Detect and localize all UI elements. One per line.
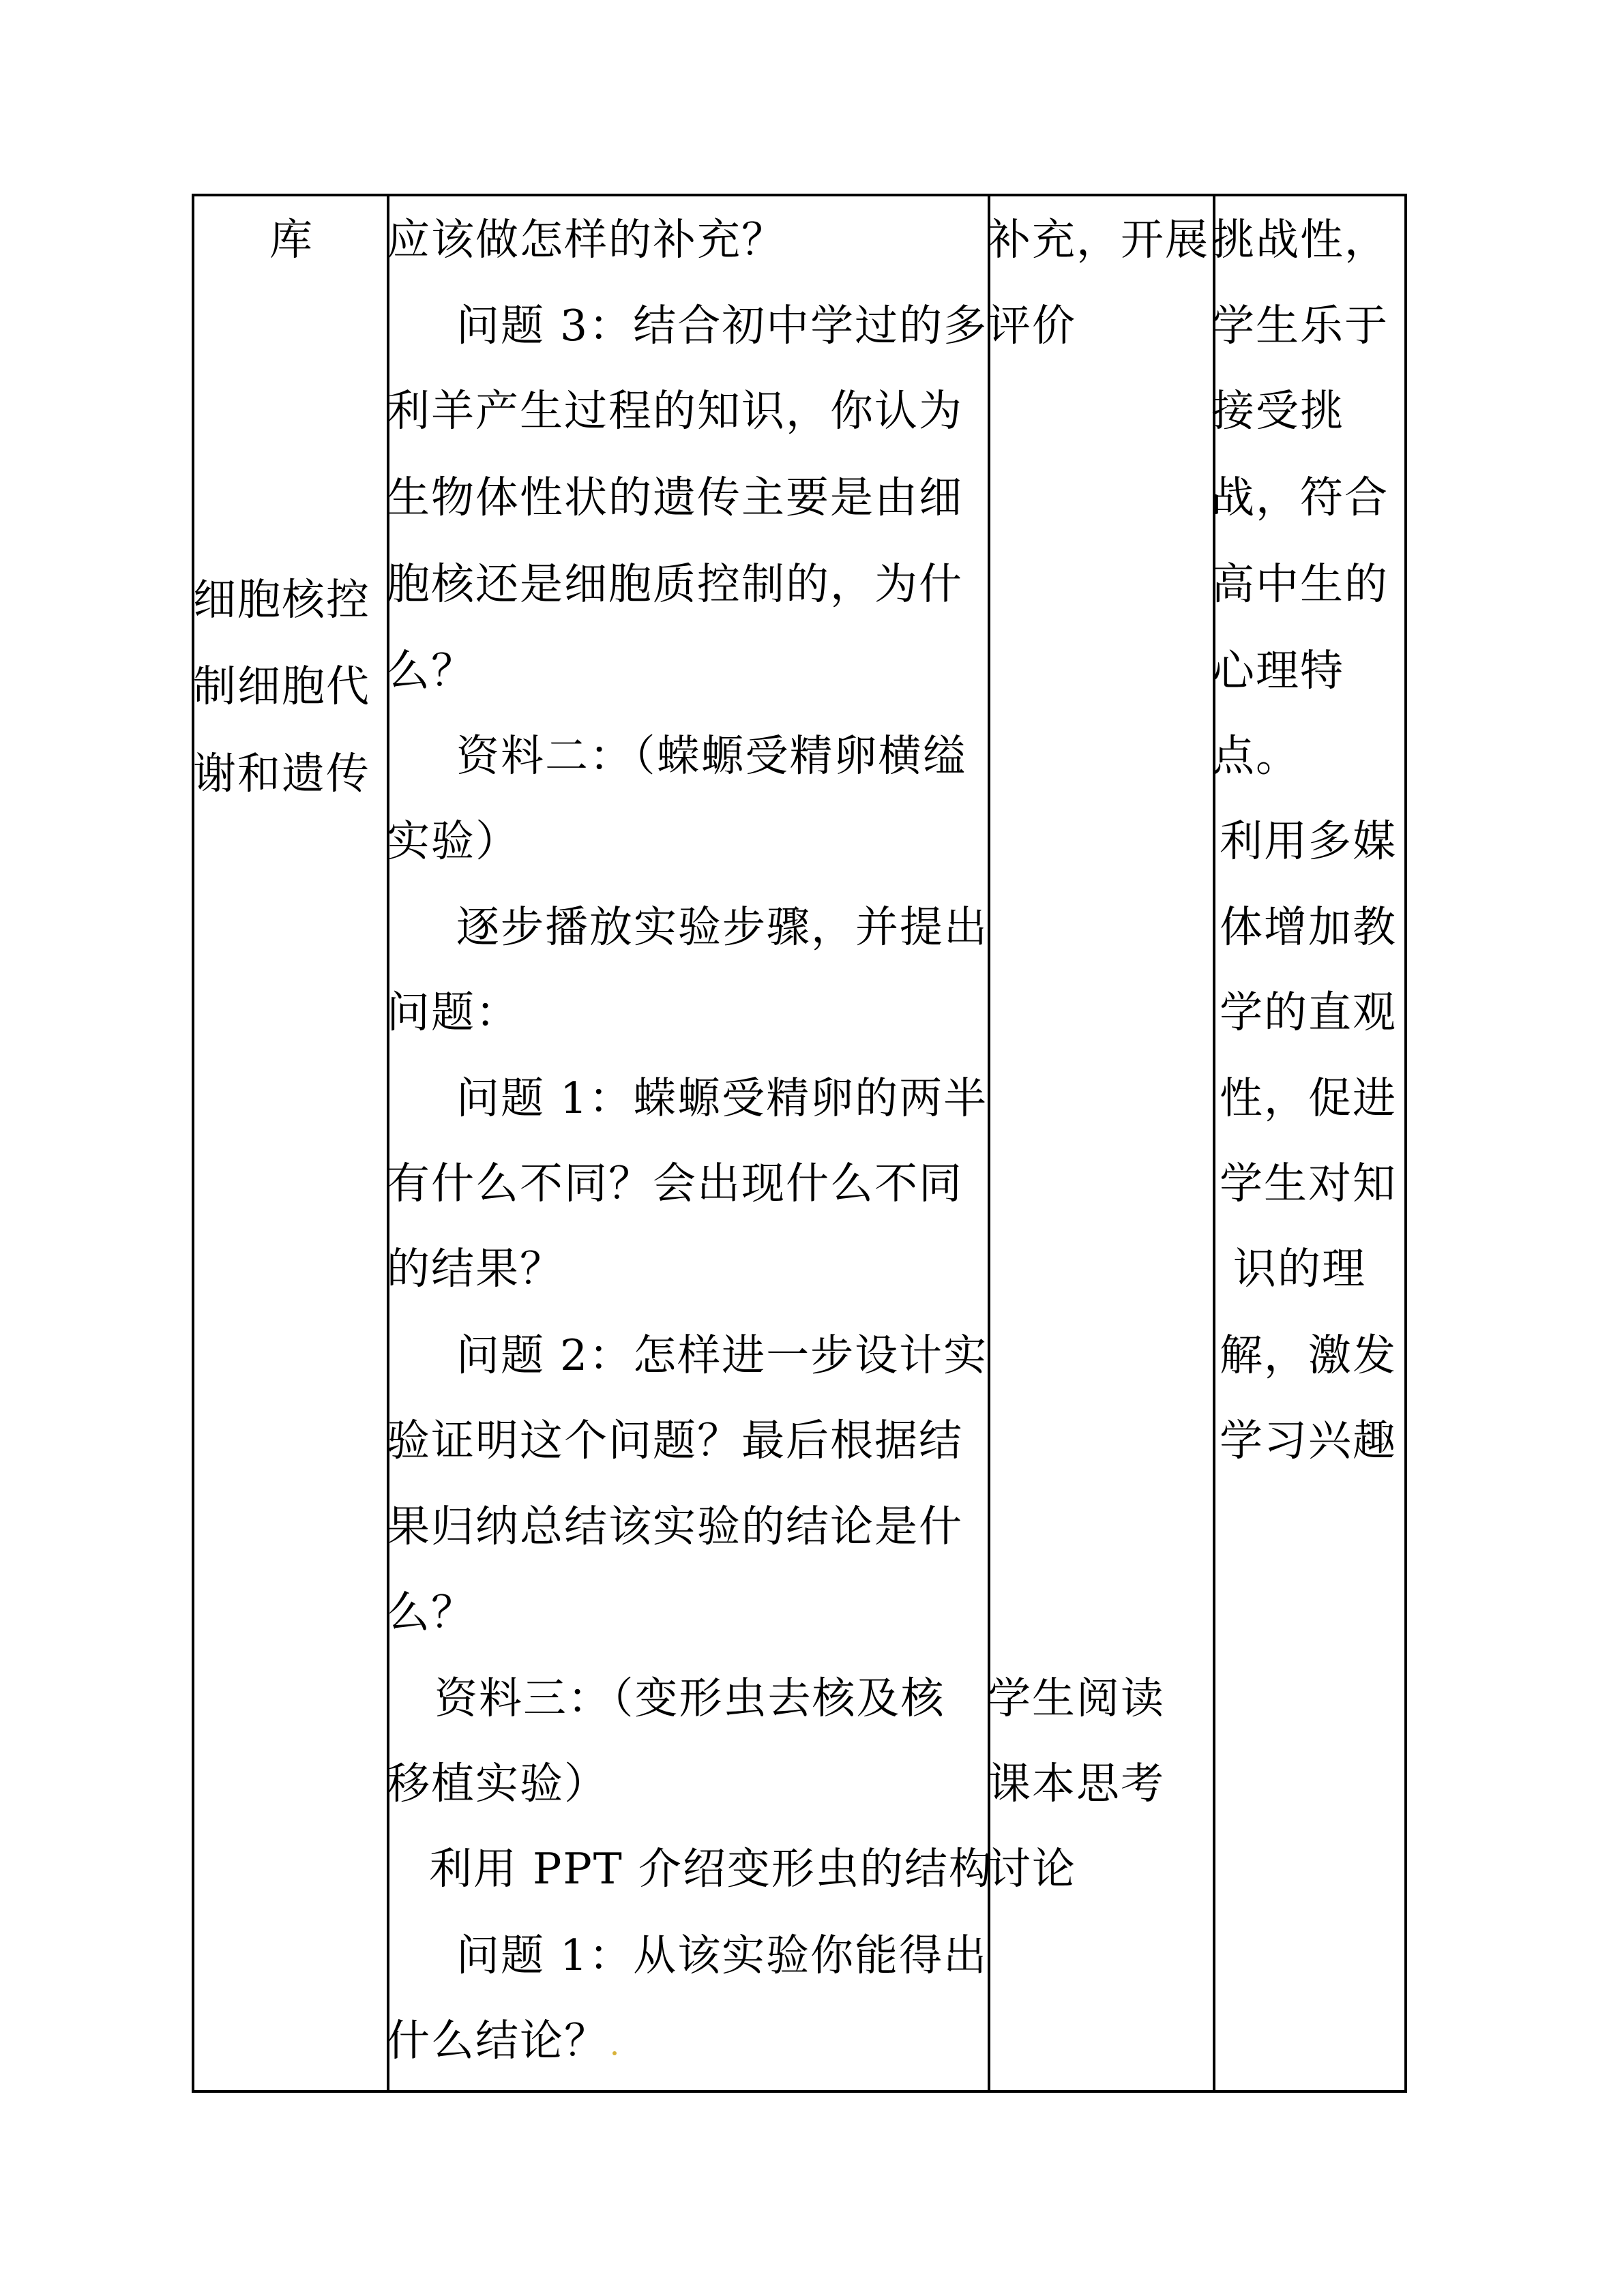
intent-line: 挑战性，: [1211, 215, 1389, 265]
activity-line: 果归纳总结该实验的结论是什: [387, 1502, 963, 1551]
activity-line: 问题 3：结合初中学过的多: [456, 301, 988, 351]
activity-line: 么？: [387, 1587, 475, 1637]
activity-line: 利用 PPT 介绍变形虫的结构: [429, 1844, 993, 1894]
topic-line: 制细胞代: [193, 661, 370, 711]
student-activity-cell: [990, 196, 1213, 2090]
activity-line: 问题 2：怎样进一步设计实: [456, 1330, 988, 1380]
student-line: 讨论: [988, 1844, 1076, 1894]
activity-line: 么？: [387, 646, 475, 696]
intent-line: 识的理: [1233, 1244, 1366, 1294]
activity-line: 利羊产生过程的知识，你认为: [387, 386, 963, 436]
activity-line: 生物体性状的遗传主要是由细: [387, 473, 963, 522]
activity-line: 问题 1：从该实验你能得出: [456, 1930, 988, 1980]
teacher-activity-cell: [387, 196, 993, 2090]
intent-line: 接受挑: [1211, 386, 1344, 436]
activity-line: 逐步播放实验步骤，并提出: [456, 902, 988, 952]
intent-line: 学的直观: [1220, 987, 1397, 1037]
student-line: 补充，开展: [988, 215, 1209, 265]
activity-line: 资料二：（蝾螈受精卵横缢: [456, 731, 967, 781]
intent-line: 性，促进: [1220, 1073, 1397, 1123]
activity-line: 胞核还是细胞质控制的，为什: [387, 559, 963, 609]
activity-line: 资料三：（变形虫去核及核: [434, 1673, 945, 1723]
design-intent-cell: [1211, 196, 1407, 2090]
intent-line: 解，激发: [1220, 1330, 1397, 1380]
intent-line: 高中生的: [1211, 559, 1389, 609]
topic-line: 谢和遗传: [193, 749, 370, 799]
intent-line: 利用多媒: [1220, 816, 1397, 866]
student-line: 学生阅读: [988, 1673, 1165, 1723]
activity-line: 的结果？: [387, 1244, 564, 1294]
lesson-plan-table: [192, 194, 1407, 2093]
activity-line: 实验）: [387, 816, 520, 866]
student-line: 评价: [988, 301, 1076, 351]
decorative-dot: [612, 2051, 617, 2055]
intent-line: 学生对知: [1220, 1159, 1397, 1208]
intent-line: 战，符合: [1211, 473, 1389, 522]
activity-line: 有什么不同？会出现什么不同: [387, 1159, 963, 1208]
student-line: 课本思考: [988, 1759, 1165, 1808]
activity-line: 移植实验）: [387, 1759, 608, 1808]
activity-line: 应该做怎样的补充？: [387, 215, 786, 265]
intent-line: 心理特: [1211, 646, 1344, 696]
topic-top-text: 库: [269, 215, 314, 265]
activity-line: 问题 1：蝾螈受精卵的两半: [456, 1073, 988, 1123]
activity-line: 验证明这个问题？最后根据结: [387, 1416, 963, 1465]
activity-line: 什么结论？: [387, 2019, 617, 2062]
topic-line: 细胞核控: [193, 575, 370, 625]
intent-line: 体增加教: [1220, 902, 1397, 952]
intent-line: 学生乐于: [1211, 301, 1389, 351]
intent-line: 学习兴趣: [1220, 1416, 1397, 1465]
activity-line: 问题：: [387, 987, 520, 1037]
topic-cell: [194, 196, 387, 2090]
intent-line: 点。: [1211, 731, 1300, 781]
